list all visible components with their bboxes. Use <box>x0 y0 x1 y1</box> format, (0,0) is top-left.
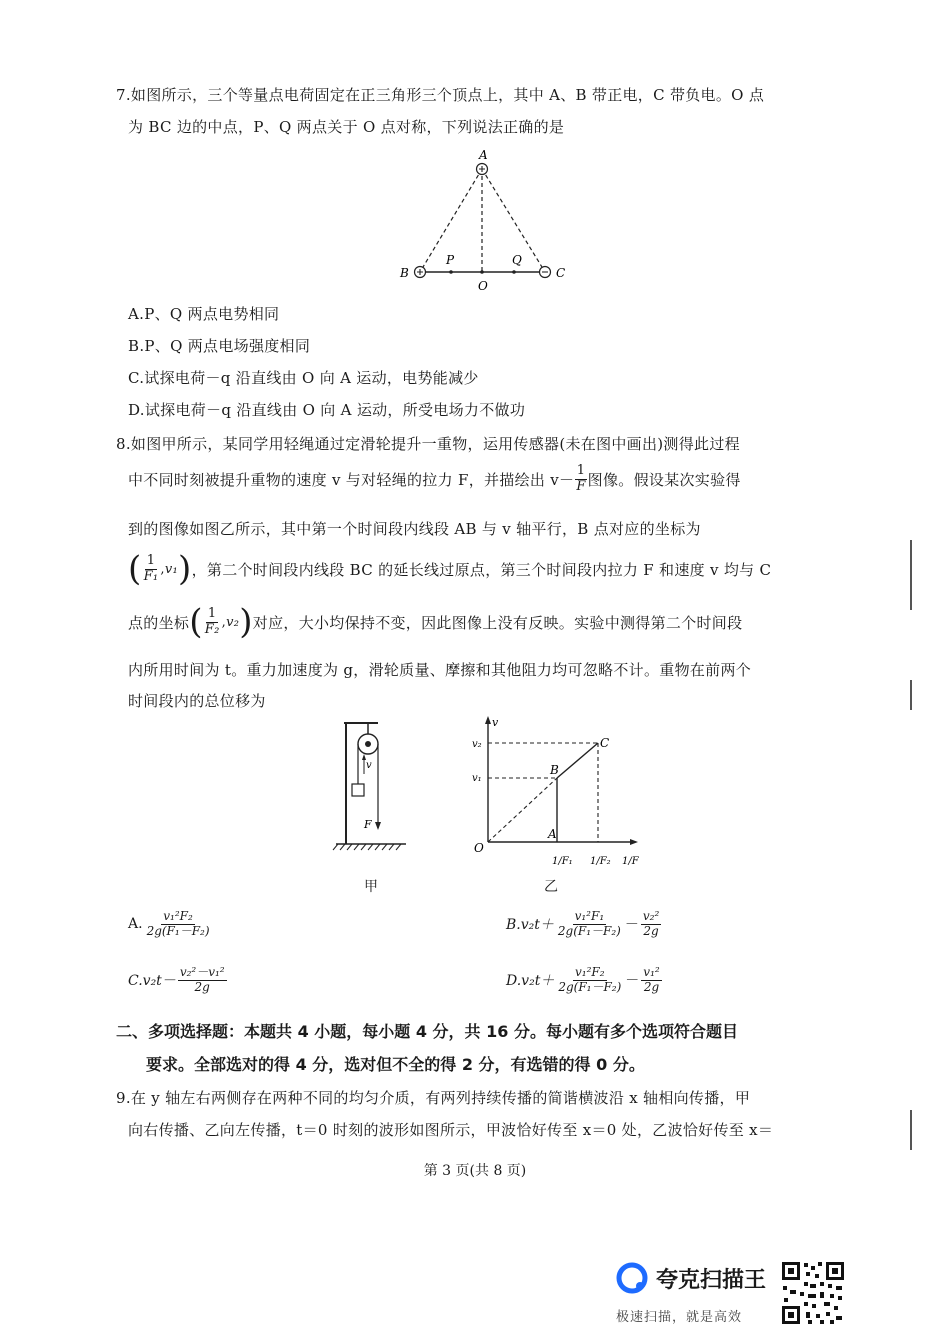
graph-label-v2: v₂ <box>472 739 482 750</box>
q8-stem-line2-text-a: 中不同时刻被提升重物的速度 v 与对轻绳的拉力 F，并描绘出 v－ <box>128 470 575 489</box>
graph-label-B: B <box>550 763 559 777</box>
q8-stem-line7: 时间段内的总位移为 <box>128 692 266 710</box>
graph-label-v1: v₁ <box>472 773 482 784</box>
q8-inline-fraction-1-over-F: $\frac{1}{F}$ <box>576 463 586 494</box>
q8-coord-B-fraction: $\frac{1}{\text{F₁}}$ <box>143 552 159 584</box>
watermark-brand: 夸克扫描王 <box>656 1267 767 1293</box>
q8-option-d: D.v₂t＋ $\frac{\text{v₁²F₂}}{\text{2g(F₁－F₂)}}$ － $\frac{\text{v₁²}}{2g}$ <box>506 965 660 994</box>
pulley-label-F: F <box>364 818 372 831</box>
q8-fig-jia-caption: 甲 <box>364 879 378 895</box>
watermark-slogan: 极速扫描，就是高效 <box>616 1310 743 1325</box>
page-number: 第 3 页(共 8 页) <box>423 1163 527 1179</box>
graph-tick-1-over-F: 1/F <box>622 856 639 867</box>
q7-triangle-figure <box>390 144 580 294</box>
section2-heading-line2: 要求。全部选对的得 4 分，选对但不全的得 2 分，有选错的得 0 分。 <box>146 1055 645 1074</box>
scanner-watermark <box>616 1262 766 1294</box>
q7-label-O: O <box>478 279 488 293</box>
graph-label-v: v <box>492 716 499 729</box>
q7-option-c: C.试探电荷－q 沿直线由 O 向 A 运动，电势能减少 <box>128 369 479 387</box>
q8-option-a: A. $\frac{\text{v₁²F₂}}{\text{2g(F₁－F₂)}}$ <box>128 909 210 938</box>
q8-stem-line1: 8.如图甲所示，某同学用轻绳通过定滑轮提升一重物，运用传感器(未在图中画出)测得此过程 <box>116 435 740 453</box>
q7-label-B: B <box>400 266 409 280</box>
q8-stem-line4: ( $\frac{1}{\text{F₁}}$ ,v₁ ) ，第二个时间段内线段 BC 的延长线过原点，第三个时间段内拉力 F 和速度 v 均与 C <box>128 549 772 589</box>
q7-label-C: C <box>556 266 566 280</box>
graph-label-C: C <box>600 736 610 750</box>
q8-stem-line6: 内所用时间为 t。重力加速度为 g，滑轮质量、摩擦和其他阻力均可忽略不计。重物在前两个 <box>128 661 752 679</box>
graph-tick-1-over-F2: 1/F₂ <box>590 856 611 867</box>
q7-option-b: B.P、Q 两点电场强度相同 <box>128 337 311 355</box>
q8-option-c: C.v₂t－ $\frac{\text{v₂²－v₁²}}{2g}$ <box>128 965 225 994</box>
section2-heading-line1: 二、多项选择题：本题共 4 小题，每小题 4 分，共 16 分。每小题有多个选项符合题目 <box>116 1022 738 1041</box>
q7-label-A: A <box>479 148 488 162</box>
q7-label-Q: Q <box>512 253 522 267</box>
q8-fig-yi-caption: 乙 <box>544 879 558 895</box>
graph-label-O: O <box>474 841 484 855</box>
q8-stem-line2-text-b: 图像。假设某次实验得 <box>587 470 741 489</box>
q9-stem-line2: 向右传播、乙向左传播，t＝0 时刻的波形如图所示，甲波恰好传至 x＝0 处，乙波恰好传至 x＝ <box>128 1121 774 1139</box>
q8-coord-C-fraction: $\frac{1}{\text{F₂}}$ <box>204 605 220 637</box>
q7-option-a: A.P、Q 两点电势相同 <box>128 305 280 323</box>
q8-stem-line5: 点的坐标 ( $\frac{1}{\text{F₂}}$ ,v₂ ) 对应，大小均保持不变，因此图像上没有反映。实验中测得第二个时间段 <box>128 602 743 642</box>
scan-edge-mark <box>910 540 912 610</box>
pulley-label-v: v <box>366 760 372 771</box>
scan-edge-mark <box>910 680 912 710</box>
scan-edge-mark <box>910 1110 912 1150</box>
quark-logo-icon <box>616 1262 648 1294</box>
q7-stem-line1: 7.如图所示，三个等量点电荷固定在正三角形三个顶点上，其中 A、B 带正电，C 带负电。O 点 <box>116 86 765 104</box>
q8-v-1overF-graph <box>466 714 646 884</box>
q8-stem-line4-text: ，第二个时间段内线段 BC 的延长线过原点，第三个时间段内拉力 F 和速度 v 均与 C <box>191 560 772 579</box>
q8-pulley-figure <box>326 716 416 856</box>
q8-option-b: B.v₂t＋ $\frac{\text{v₁²F₁}}{\text{2g(F₁－F₂)}}$ － $\frac{\text{v₂²}}{2g}$ <box>506 909 660 938</box>
q7-stem-line2: 为 BC 边的中点，P、Q 两点关于 O 点对称，下列说法正确的是 <box>128 118 565 136</box>
graph-label-A: A <box>548 827 557 841</box>
q9-stem-line1: 9.在 y 轴左右两侧存在两种不同的均匀介质，有两列持续传播的简谐横波沿 x 轴相向传播，甲 <box>116 1089 751 1107</box>
q8-stem-line3: 到的图像如图乙所示，其中第一个时间段内线段 AB 与 v 轴平行，B 点对应的坐标为 <box>128 520 701 538</box>
graph-tick-1-over-F1: 1/F₁ <box>552 856 573 867</box>
q8-stem-line2 <box>128 464 741 495</box>
qr-code-icon <box>780 1260 846 1326</box>
q7-option-d: D.试探电荷－q 沿直线由 O 向 A 运动，所受电场力不做功 <box>128 401 526 419</box>
q7-label-P: P <box>446 253 455 267</box>
